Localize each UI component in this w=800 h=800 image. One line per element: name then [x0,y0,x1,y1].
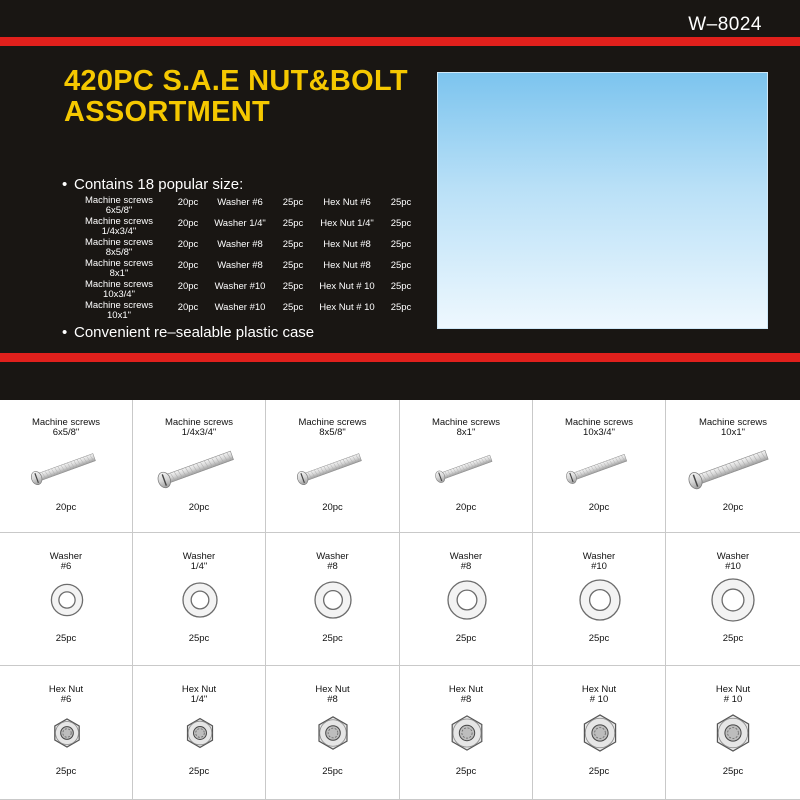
nut-illustration [417,693,517,773]
title-line-2: ASSORTMENT [64,96,270,128]
cell-qty: 20pc [188,502,210,513]
machine-screw-icon [687,447,770,491]
spec-nut-qty: 25pc [390,239,412,250]
spec-washer-qty: 25pc [282,302,304,313]
spec-screw-size: 6x5/8" [105,205,133,216]
cell-name: Hex Nut [715,684,751,695]
screw-cell [133,400,266,533]
cell-name: Hex Nut [181,684,217,695]
cell-size: #8 [460,561,472,572]
cell-name: Machine screws [564,417,634,428]
cell-size: 1/4" [190,561,208,572]
cell-size: #8 [460,694,472,705]
spec-screw-qty: 20pc [177,197,199,208]
spec-nut-qty: 25pc [390,197,412,208]
spec-nut: Hex Nut # 10 [319,281,375,292]
machine-screw-icon [155,448,234,490]
spec-nut-qty: 25pc [390,218,412,229]
cell-size: #8 [327,561,338,572]
product-title [64,66,408,128]
cell-size: 8x5/8" [319,427,346,438]
top-red-stripe [0,37,800,46]
cell-size: 6x5/8" [52,427,80,438]
cell-size: #6 [60,561,72,572]
cell-qty: 25pc [55,766,77,777]
screw-cell [266,400,400,533]
spec-screw-name: Machine screws [84,279,154,290]
cell-size: # 10 [723,694,743,705]
spec-nut: Hex Nut 1/4" [320,218,374,229]
spec-washer-qty: 25pc [282,239,304,250]
cell-name: Washer [316,551,349,562]
spec-nut-qty: 25pc [390,260,412,271]
cell-size: # 10 [589,694,609,705]
washer-illustration [417,560,517,640]
spec-nut-qty: 25pc [390,302,412,313]
cell-name: Machine screws [164,417,234,428]
cell-name: Washer [449,551,483,562]
spec-washer: Washer #10 [214,281,266,292]
washer-icon [51,584,82,615]
nut-illustration [550,693,650,773]
washer-cell [133,533,266,666]
case-bullet [62,324,314,341]
cell-size: 10x1" [721,427,745,438]
cell-qty: 25pc [55,633,77,644]
spec-screw [76,280,162,300]
screw-illustration [683,427,783,507]
nut-illustration [150,693,250,773]
screw-illustration [417,427,517,507]
cell-qty: 25pc [188,766,210,777]
cell-name: Washer [716,551,750,562]
cell-qty: 25pc [722,766,744,777]
cell-qty: 20pc [55,502,77,513]
spec-table [76,196,420,322]
cell-qty: 25pc [588,633,610,644]
cell-qty: 25pc [588,766,610,777]
cell-size: 8x1" [456,427,476,438]
machine-screw-icon [433,453,492,484]
spec-screw-size: 1/4x3/4" [101,226,137,237]
spec-screw [76,301,162,321]
spec-screw [76,217,162,237]
nut-cell [133,666,266,800]
hex-nut-icon [717,715,748,751]
cell-qty: 25pc [455,633,477,644]
spec-row [76,301,420,322]
spec-washer: Washer 1/4" [214,218,266,229]
bottom-red-stripe [0,353,800,362]
screw-cell [400,400,533,533]
spec-screw-qty: 20pc [177,281,199,292]
spec-screw-size: 10x1" [107,310,131,321]
spec-screw-qty: 20pc [177,239,199,250]
spec-screw-name: Machine screws [84,195,154,206]
screw-illustration [283,427,383,507]
spec-washer: Washer #8 [217,260,263,271]
nut-illustration [17,693,117,773]
spec-screw-qty: 20pc [177,218,199,229]
washer-cell [266,533,400,666]
spec-row [76,196,420,217]
spec-screw-size: 8x5/8" [105,247,133,258]
spec-nut: Hex Nut #8 [323,239,371,250]
spec-screw [76,238,162,258]
cell-name: Hex Nut [448,684,484,695]
hex-nut-icon [452,716,482,750]
washer-icon [448,581,486,619]
machine-screw-icon [564,452,627,485]
nut-cell [666,666,800,800]
cell-qty: 20pc [722,502,744,513]
cell-name: Machine screws [431,417,501,428]
cell-qty: 25pc [322,633,343,644]
cell-qty: 20pc [455,502,477,513]
machine-screw-icon [29,451,96,486]
spec-washer-qty: 25pc [282,260,304,271]
case-text: Convenient re–sealable plastic case [74,324,315,341]
screw-illustration [550,427,650,507]
bullet-icon: • [62,176,68,193]
screw-illustration [150,427,250,507]
spec-row [76,217,420,238]
spec-washer-qty: 25pc [282,218,304,229]
spec-washer: Washer #6 [217,197,263,208]
spec-screw-size: 8x1" [109,268,129,279]
cell-size: 1/4" [190,694,208,705]
cell-size: #6 [60,694,72,705]
spec-washer-qty: 25pc [282,281,304,292]
spec-screw-name: Machine screws [84,216,154,227]
cell-qty: 20pc [322,502,343,513]
cell-name: Machine screws [31,417,101,428]
cell-qty: 25pc [455,766,477,777]
spec-nut: Hex Nut # 10 [319,302,375,313]
washer-icon [315,582,351,618]
spec-screw [76,196,162,216]
washer-illustration [550,560,650,640]
cell-size: 10x3/4" [583,427,615,438]
cell-size: #8 [327,694,338,705]
hex-nut-icon [54,719,78,747]
cell-name: Washer [49,551,83,562]
cell-qty: 20pc [588,502,610,513]
washer-cell [400,533,533,666]
model-number: W–8024 [688,14,762,35]
nut-cell [266,666,400,800]
nut-illustration [683,693,783,773]
cell-name: Machine screws [698,417,768,428]
nut-cell [533,666,666,800]
washer-cell [666,533,800,666]
nut-illustration [283,693,383,773]
cell-name: Hex Nut [48,684,84,695]
cell-name: Hex Nut [581,684,617,695]
title-line-1: 420PC S.A.E NUT&BOLT [64,65,408,97]
spec-row [76,259,420,280]
nut-cell [0,666,133,800]
contains-text: Contains 18 popular size: [74,176,244,193]
spec-washer: Washer #8 [217,239,263,250]
spec-washer: Washer #10 [214,302,266,313]
washer-illustration [283,560,383,640]
spec-nut: Hex Nut #6 [323,197,371,208]
cell-size: #10 [591,561,607,572]
spec-nut-qty: 25pc [390,281,412,292]
cell-name: Washer [182,551,216,562]
nut-cell [400,666,533,800]
spec-screw-qty: 20pc [177,260,199,271]
cell-qty: 25pc [188,633,210,644]
washer-cell [533,533,666,666]
hex-nut-icon [584,715,615,751]
washer-icon [183,583,217,617]
cell-qty: 25pc [322,766,343,777]
spec-washer-qty: 25pc [282,197,304,208]
cell-name: Washer [582,551,616,562]
screw-illustration [17,427,117,507]
spec-screw-name: Machine screws [84,237,154,248]
washer-illustration [17,560,117,640]
contains-bullet [62,176,243,193]
screw-cell [533,400,666,533]
spec-nut: Hex Nut #8 [323,260,371,271]
spec-screw-name: Machine screws [84,258,154,269]
cell-size: #10 [725,561,741,572]
contents-grid [0,400,800,800]
hex-nut-icon [187,719,212,748]
screw-cell [666,400,800,533]
spec-screw-name: Machine screws [84,300,154,311]
spec-screw [76,259,162,279]
spec-row [76,238,420,259]
cell-size: 1/4x3/4" [181,427,217,438]
spec-screw-qty: 20pc [177,302,199,313]
bullet-icon: • [62,324,68,341]
machine-screw-icon [296,451,363,486]
spec-screw-size: 10x3/4" [103,289,135,300]
washer-cell [0,533,133,666]
cell-qty: 25pc [722,633,744,644]
cell-name: Machine screws [298,417,367,428]
spec-row [76,280,420,301]
cell-name: Hex Nut [315,684,350,695]
product-photo-placeholder [437,72,768,329]
washer-icon [580,580,620,620]
washer-illustration [150,560,250,640]
washer-illustration [683,560,783,640]
screw-cell [0,400,133,533]
washer-icon [712,579,754,621]
hex-nut-icon [319,717,347,749]
